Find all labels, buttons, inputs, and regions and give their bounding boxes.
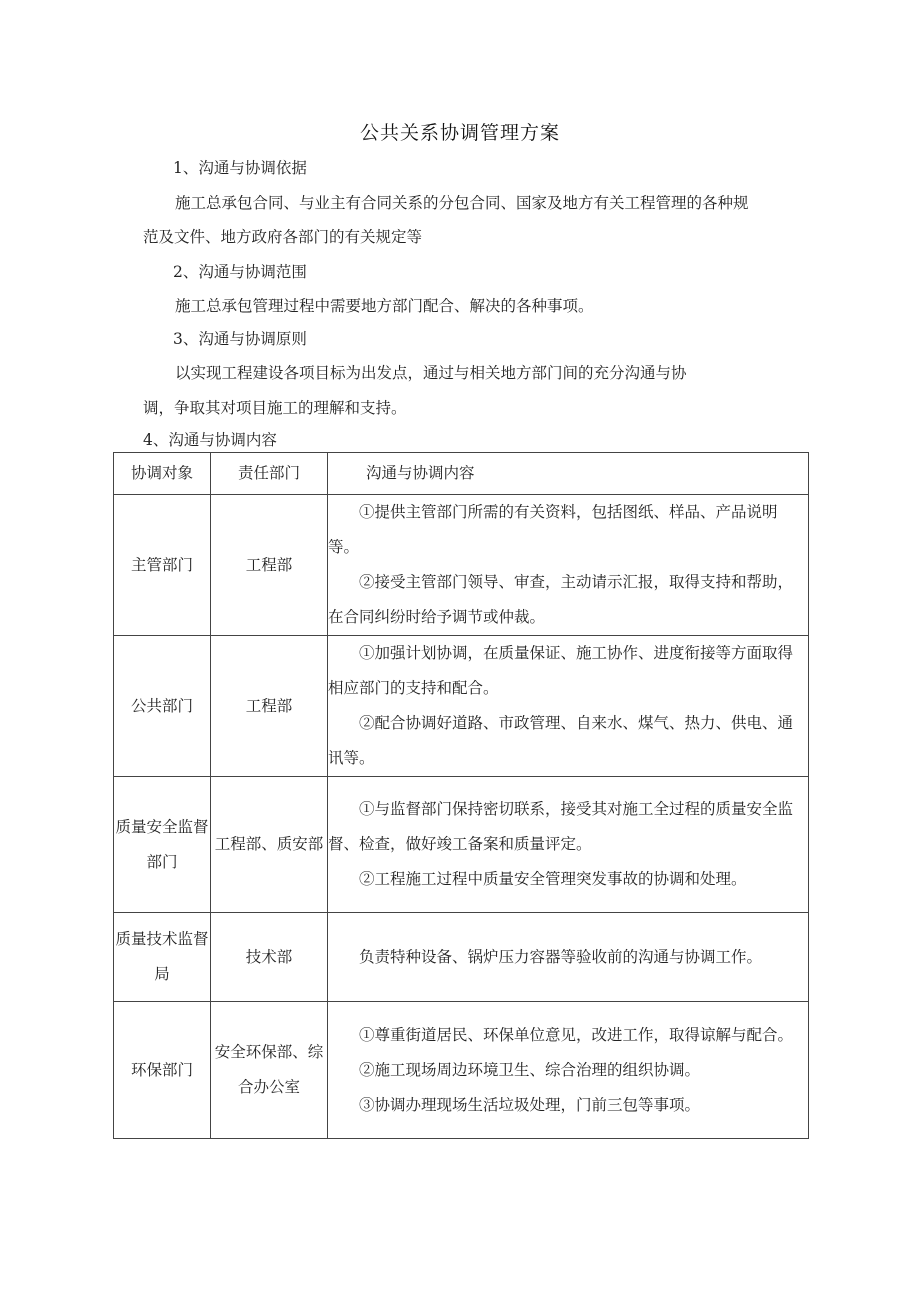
table-row	[114, 636, 809, 777]
section-heading: 2、沟通与协调范围	[173, 263, 307, 281]
content-item: ①与监督部门保持密切联系，接受其对施工全过程的质量安全监督、检查，做好竣工备案和质量评定。	[328, 800, 794, 853]
row-target: 质量技术监督局	[114, 913, 211, 1002]
content-item: ①加强计划协调，在质量保证、施工协作、进度衔接等方面取得相应部门的支持和配合。	[328, 644, 794, 697]
section-heading: 4、沟通与协调内容	[143, 431, 277, 449]
row-dept: 工程部、质安部	[211, 777, 328, 913]
row-dept: 技术部	[211, 913, 328, 1002]
section-text: 调，争取其对项目施工的理解和支持。	[143, 399, 407, 417]
table-row	[114, 495, 809, 636]
content-item: ③协调办理现场生活垃圾处理，门前三包等事项。	[359, 1095, 701, 1114]
coordination-table	[113, 452, 809, 1139]
content-item: ②工程施工过程中质量安全管理突发事故的协调和处理。	[359, 870, 747, 888]
section-text: 施工总承包管理过程中需要地方部门配合、解决的各种事项。	[175, 297, 594, 315]
header-dept: 责任部门	[211, 453, 328, 495]
table-header-row	[114, 453, 809, 495]
content-item: ②配合协调好道路、市政管理、自来水、煤气、热力、供电、通讯等。	[328, 714, 794, 767]
row-content	[328, 636, 809, 777]
header-content-label: 沟通与协调内容	[366, 464, 475, 482]
section-text: 施工总承包合同、与业主有合同关系的分包合同、国家及地方有关工程管理的各种规	[175, 194, 749, 212]
row-target: 质量安全监督部门	[114, 777, 211, 913]
row-content	[328, 913, 809, 1002]
page-title: 公共关系协调管理方案	[359, 122, 560, 144]
content-item: ①尊重街道居民、环保单位意见，改进工作，取得谅解与配合。	[359, 1025, 794, 1044]
section-text: 以实现工程建设各项目标为出发点，通过与相关地方部门间的充分沟通与协	[175, 364, 687, 382]
content-item: ②施工现场周边环境卫生、综合治理的组织协调。	[359, 1060, 701, 1079]
row-dept: 工程部	[211, 636, 328, 777]
content-item: ①提供主管部门所需的有关资料，包括图纸、样品、产品说明等。	[328, 503, 778, 556]
row-content	[328, 495, 809, 636]
row-target: 主管部门	[114, 495, 211, 636]
table-row	[114, 777, 809, 913]
header-target: 协调对象	[114, 453, 211, 495]
header-content	[328, 453, 809, 495]
row-target: 环保部门	[114, 1002, 211, 1139]
content-item: 负责特种设备、锅炉压力容器等验收前的沟通与协调工作。	[359, 947, 763, 966]
section-text: 范及文件、地方政府各部门的有关规定等	[143, 228, 423, 246]
table-row	[114, 913, 809, 1002]
row-dept: 工程部	[211, 495, 328, 636]
row-target: 公共部门	[114, 636, 211, 777]
section-heading: 1、沟通与协调依据	[173, 159, 307, 177]
table-row	[114, 1002, 809, 1139]
section-heading: 3、沟通与协调原则	[173, 330, 307, 348]
row-dept: 安全环保部、综合办公室	[211, 1002, 328, 1139]
row-content	[328, 777, 809, 913]
row-content	[328, 1002, 809, 1139]
content-item: ②接受主管部门领导、审查，主动请示汇报，取得支持和帮助，在合同纠纷时给予调节或仲裁。	[328, 573, 794, 626]
